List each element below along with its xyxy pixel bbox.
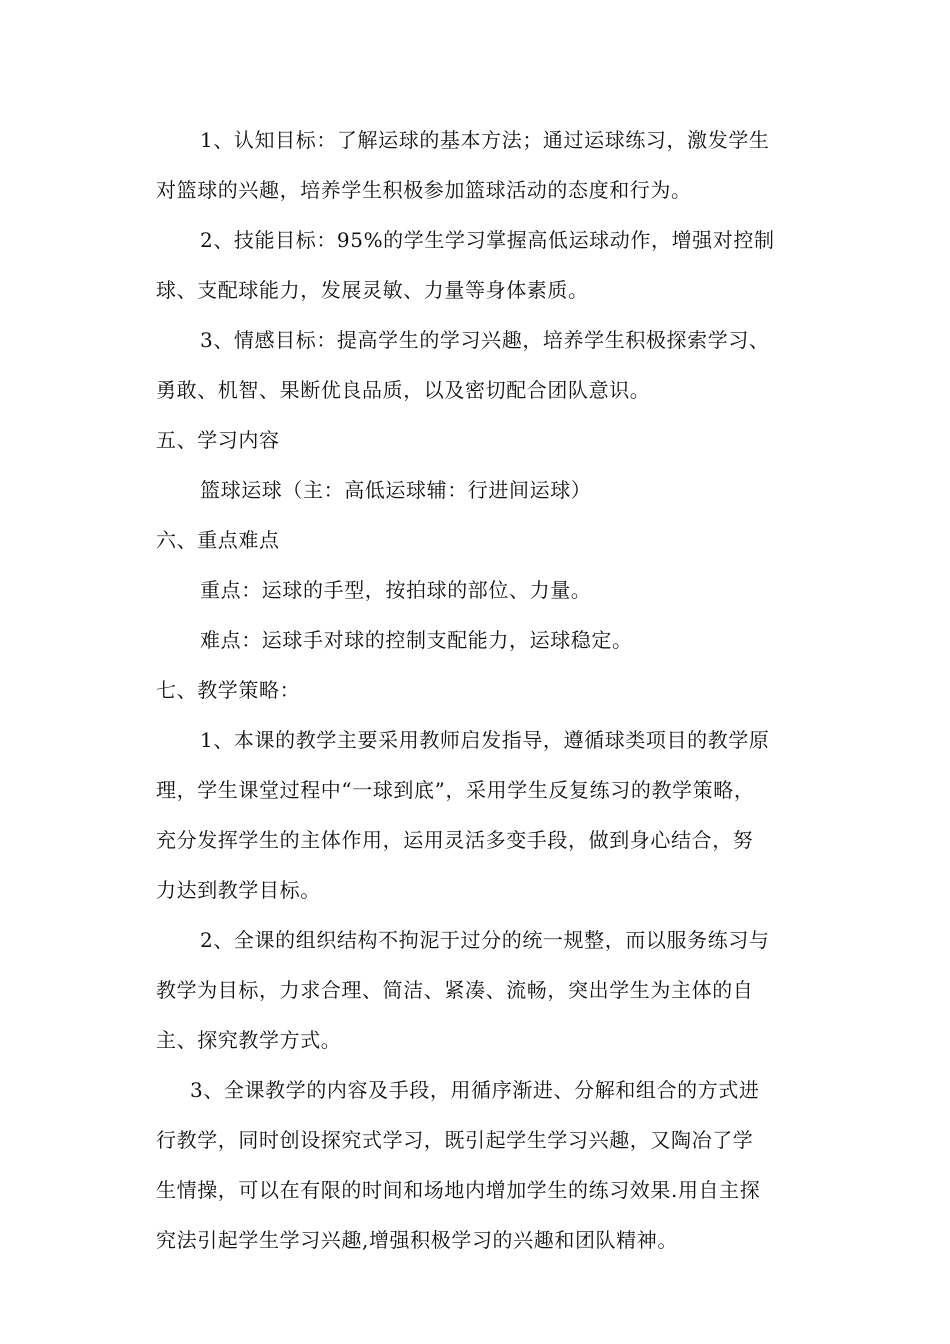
key-point-text: 重点：运球的手型，按拍球的部位、力量。	[200, 578, 592, 602]
goal-cognitive-line-1: 1、认知目标：了解运球的基本方法；通过运球练习，激发学生	[200, 128, 770, 152]
section-heading-key-points: 六、重点难点	[156, 528, 280, 552]
content-text: 篮球运球（主：高低运球辅：行进间运球）	[200, 478, 592, 502]
section-heading-strategy: 七、教学策略：	[156, 678, 301, 702]
strategy-2-line-2: 教学为目标，力求合理、简洁、紧凑、流畅，突出学生为主体的自	[156, 978, 754, 1002]
strategy-1-line-3: 充分发挥学生的主体作用，运用灵活多变手段，做到身心结合，努	[156, 828, 754, 852]
strategy-1-line-1: 1、本课的教学主要采用教师启发指导，遵循球类项目的教学原	[200, 728, 770, 752]
goal-affective-line-1: 3、情感目标：提高学生的学习兴趣，培养学生积极探索学习、	[200, 328, 770, 352]
goal-skill-line-2: 球、支配球能力，发展灵敏、力量等身体素质。	[156, 278, 589, 302]
strategy-3-line-2: 行教学，同时创设探究式学习，既引起学生学习兴趣，又陶冶了学	[156, 1128, 754, 1152]
goal-skill-line-1: 2、技能目标：95%的学生学习掌握高低运球动作，增强对控制	[200, 228, 775, 252]
strategy-2-line-3: 主、探究教学方式。	[156, 1028, 342, 1052]
difficulty-text: 难点：运球手对球的控制支配能力，运球稳定。	[200, 628, 633, 652]
goal-affective-line-2: 勇敢、机智、果断优良品质，以及密切配合团队意识。	[156, 378, 651, 402]
strategy-1-line-4: 力达到教学目标。	[156, 878, 321, 902]
strategy-3-line-1: 3、全课教学的内容及手段，用循序渐进、分解和组合的方式进	[190, 1078, 760, 1102]
goal-cognitive-line-2: 对篮球的兴趣，培养学生积极参加篮球活动的态度和行为。	[156, 178, 692, 202]
strategy-2-line-1: 2、全课的组织结构不拘泥于过分的统一规整，而以服务练习与	[200, 928, 770, 952]
strategy-3-line-4: 究法引起学生学习兴趣,增强积极学习的兴趣和团队精神。	[156, 1228, 678, 1252]
strategy-1-line-2: 理，学生课堂过程中“一球到底”，采用学生反复练习的教学策略，	[156, 778, 755, 802]
section-heading-content: 五、学习内容	[156, 428, 280, 452]
strategy-3-line-3: 生情操，可以在有限的时间和场地内增加学生的练习效果.用自主探	[156, 1178, 761, 1202]
